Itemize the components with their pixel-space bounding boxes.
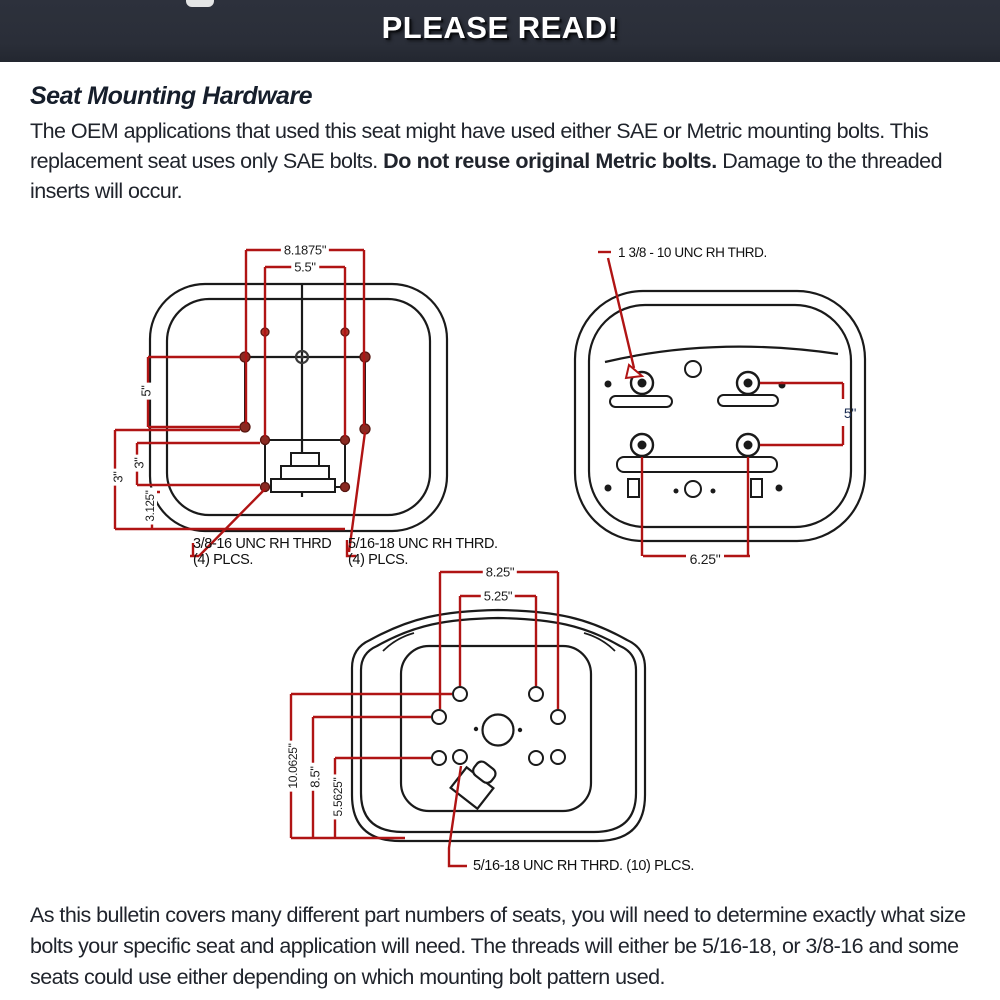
- dim-label-525: 5.25": [481, 589, 515, 604]
- dim-label-5in: 5": [139, 382, 154, 399]
- footer-paragraph: As this bulletin covers many different part numbers of seats, you will need to determine exactly what size bolts your specific seat and application will need. The threads will either be 5/16-18, or 3/8-16 and some seats could use either depending on which mounting bolt pattern used.: [30, 903, 966, 989]
- dim-label-width-outer: 8.1875": [281, 243, 329, 258]
- intro-text-1: The OEM applications that used this seat might have used either SAE or Metric mounting bolts. This replacement seat uses only SAE bolts.: [30, 119, 929, 173]
- dim-label-3125: 3.125": [145, 487, 157, 524]
- banner-title: PLEASE READ!: [381, 10, 619, 45]
- dim-label-825: 8.25": [483, 565, 517, 580]
- thread-note-38-line1: 3/8-16 UNC RH THRD: [193, 536, 332, 552]
- dim-label-55625: 5.5625": [331, 775, 345, 820]
- bottom-seat-drawing: [352, 610, 645, 841]
- dim-label-625: 6.25": [687, 551, 724, 567]
- thread-note-516a: [348, 536, 498, 568]
- intro-text-2: Damage to the threaded inserts will occur.: [30, 149, 943, 203]
- bottom-seat-dimension-lines: [291, 572, 558, 866]
- dim-label-100625: 10.0625": [286, 740, 300, 791]
- thread-note-516a-line1: 5/16-18 UNC RH THRD.: [348, 536, 498, 552]
- thread-note-516a-line2: (4) PLCS.: [348, 552, 409, 568]
- section-heading: Seat Mounting Hardware: [30, 82, 313, 110]
- thread-note-38-line2: (4) PLCS.: [193, 552, 254, 568]
- dim-label-85: 8.5": [308, 763, 323, 791]
- thread-note-138: 1 3/8 - 10 UNC RH THRD.: [618, 245, 767, 260]
- bottom-seat-hole-centers: [474, 727, 522, 732]
- dim-label-width-inner: 5.5": [291, 260, 319, 275]
- thread-note-38: [193, 536, 331, 568]
- intro-text-bold: Do not reuse original Metric bolts.: [383, 149, 717, 173]
- left-seat-drawing: [150, 284, 447, 531]
- thread-note-516b: 5/16-18 UNC RH THRD. (10) PLCS.: [473, 858, 695, 874]
- dim-label-3in-inner: 3": [132, 454, 147, 471]
- dim-label-3in-outer: 3": [111, 468, 126, 485]
- dim-label-5in-right: 5": [843, 405, 857, 421]
- right-seat-drawing: [575, 291, 865, 541]
